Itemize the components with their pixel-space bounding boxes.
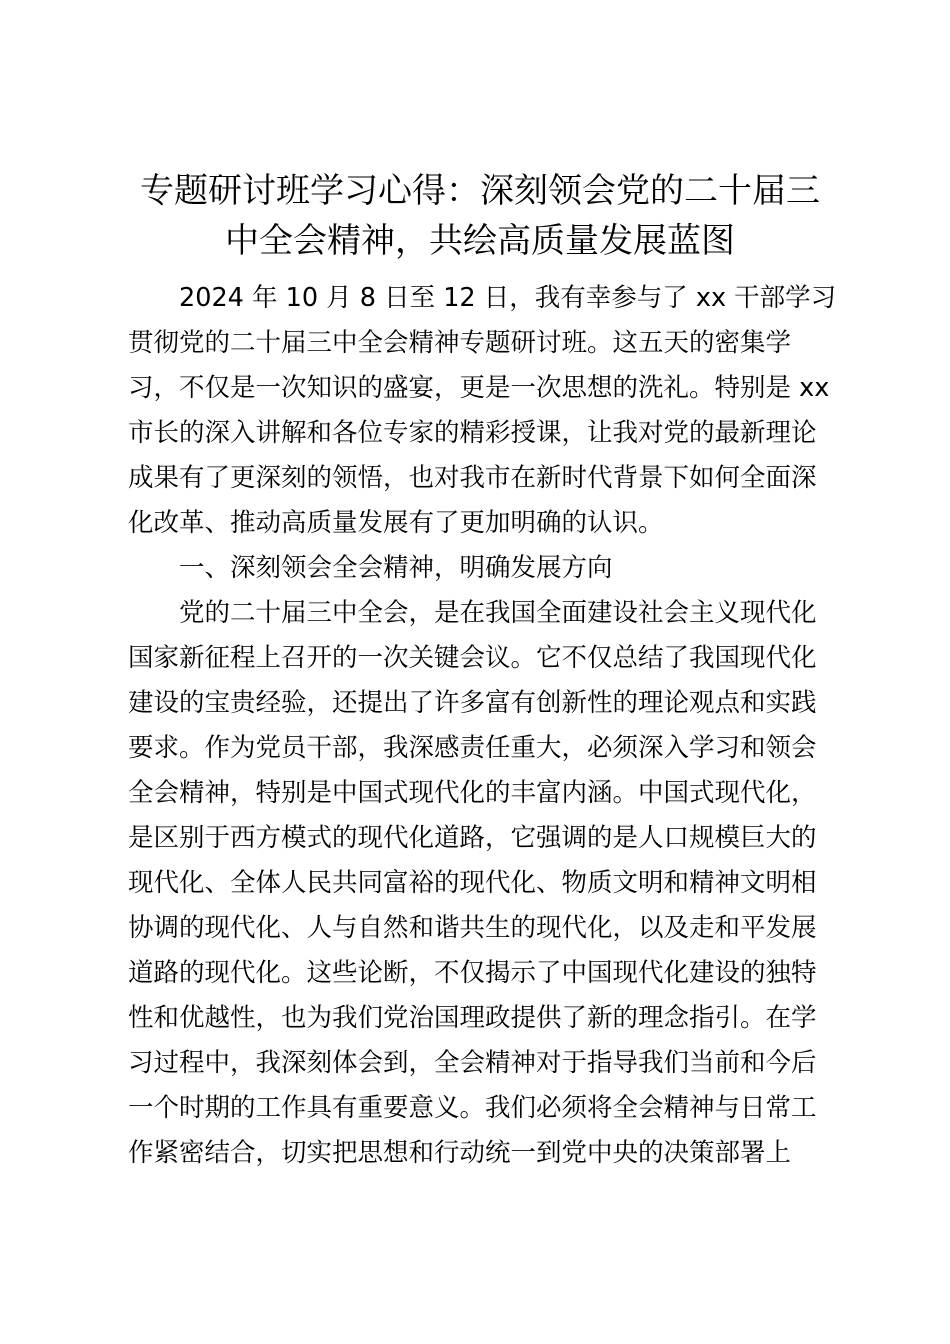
text-line: 习，不仅是一次知识的盛宴，更是一次思想的洗礼。特别是 xx [128,373,830,403]
text-line: 一个时期的工作具有重要意义。我们必须将全会精神与日常工 [128,1093,817,1123]
text-line: 建设的宝贵经验，还提出了许多富有创新性的理论观点和实践 [128,688,817,718]
text-line: 贯彻党的二十届三中全会精神专题研讨班。这五天的密集学 [128,328,792,358]
document-body [128,276,837,1176]
section-heading: 一、深刻领会全会精神，明确发展方向 [179,553,613,583]
text-line: 国家新征程上召开的一次关键会议。它不仅总结了我国现代化 [128,643,817,673]
text-line: 成果有了更深刻的领悟，也对我市在新时代背景下如何全面深 [128,463,817,493]
text-line: 化改革、推动高质量发展有了更加明确的认识。 [128,508,664,538]
text-line: 2024 年 10 月 8 日至 12 日，我有幸参与了 xx 干部学习 [179,283,837,313]
text-line: 性和优越性，也为我们党治国理政提供了新的理念指引。在学 [128,1003,817,1033]
text-line: 作紧密结合，切实把思想和行动统一到党中央的决策部署上 [128,1138,792,1168]
text-line: 党的二十届三中全会，是在我国全面建设社会主义现代化 [179,598,817,628]
title-line: 专题研讨班学习心得：深刻领会党的二十届三 [140,171,820,211]
title-line: 中全会精神，共绘高质量发展蓝图 [225,221,735,261]
text-line: 全会精神，特别是中国式现代化的丰富内涵。中国式现代化， [128,778,817,808]
text-line: 现代化、全体人民共同富裕的现代化、物质文明和精神文明相 [128,868,817,898]
text-line: 要求。作为党员干部，我深感责任重大，必须深入学习和领会 [128,733,817,763]
text-line: 是区别于西方模式的现代化道路，它强调的是人口规模巨大的 [128,823,817,853]
text-line: 道路的现代化。这些论断，不仅揭示了中国现代化建设的独特 [128,958,817,988]
text-line: 习过程中，我深刻体会到，全会精神对于指导我们当前和今后 [128,1048,817,1078]
document-title [110,166,850,266]
text-line: 协调的现代化、人与自然和谐共生的现代化，以及走和平发展 [128,913,817,943]
text-line: 市长的深入讲解和各位专家的精彩授课，让我对党的最新理论 [128,418,817,448]
